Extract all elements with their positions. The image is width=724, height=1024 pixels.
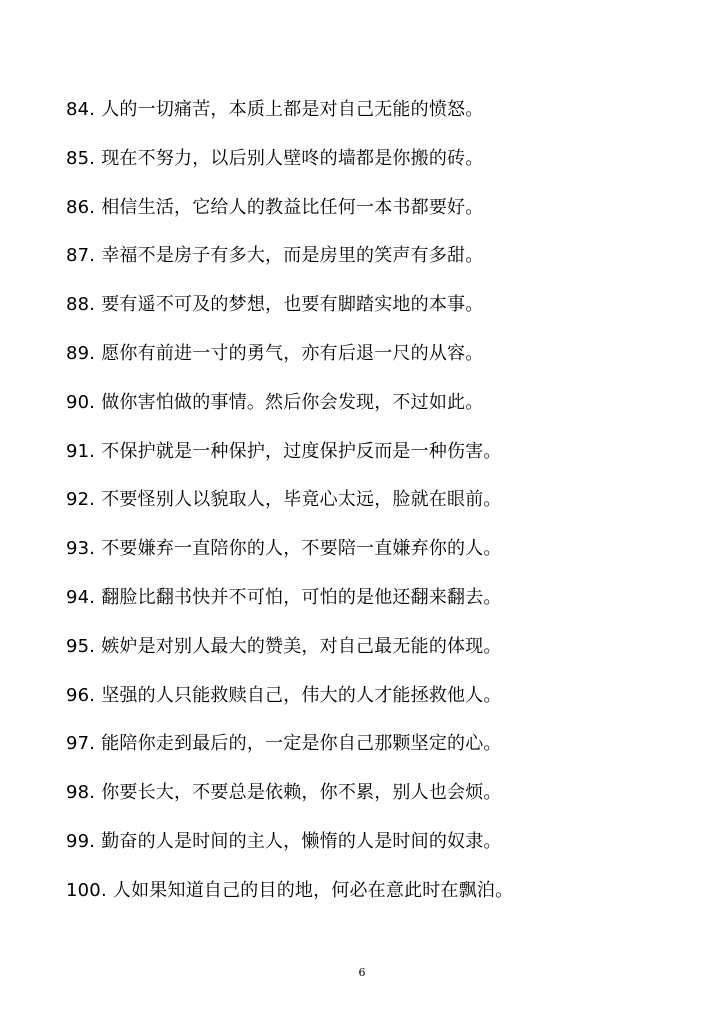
- quote-number: 99.: [66, 830, 96, 852]
- quote-item: [66, 531, 706, 580]
- quote-text: 人如果知道自己的目的地，何必在意此时在飘泊。: [112, 879, 514, 901]
- quote-number: 85.: [66, 147, 96, 169]
- quote-number: 98.: [66, 782, 96, 804]
- quote-item: [66, 190, 706, 239]
- quote-item: [66, 482, 706, 531]
- quote-item: [66, 336, 706, 385]
- quote-list: [66, 92, 706, 922]
- quote-text: 你要长大，不要总是依赖，你不累，别人也会烦。: [101, 782, 502, 804]
- quote-text: 愿你有前进一寸的勇气，亦有后退一尺的从容。: [101, 342, 484, 364]
- quote-item: [66, 287, 706, 336]
- quote-text: 幸福不是房子有多大，而是房里的笑声有多甜。: [101, 245, 484, 267]
- quote-item: [66, 629, 706, 678]
- quote-item: [66, 873, 706, 922]
- quote-number: 92.: [66, 489, 96, 511]
- quote-text: 能陪你走到最后的，一定是你自己那颗坚定的心。: [101, 733, 502, 755]
- quote-number: 96.: [66, 684, 96, 706]
- quote-number: 87.: [66, 245, 96, 267]
- quote-text: 不要嫌弃一直陪你的人，不要陪一直嫌弃你的人。: [101, 538, 502, 560]
- quote-text: 人的一切痛苦，本质上都是对自己无能的愤怒。: [101, 99, 484, 120]
- quote-item: [66, 824, 706, 873]
- quote-text: 相信生活，它给人的教益比任何一本书都要好。: [101, 196, 484, 218]
- quote-number: 97.: [66, 733, 96, 755]
- quote-number: 89.: [66, 342, 96, 364]
- quote-item: [66, 580, 706, 629]
- quote-number: 86.: [66, 196, 96, 218]
- quote-item: [66, 238, 706, 287]
- quote-number: 94.: [66, 586, 96, 608]
- quote-text: 现在不努力，以后别人壁咚的墙都是你搬的砖。: [101, 147, 484, 169]
- quote-text: 不保护就是一种保护，过度保护反而是一种伤害。: [101, 440, 502, 462]
- quote-text: 做你害怕做的事情。然后你会发现，不过如此。: [101, 391, 484, 413]
- quote-item: [66, 385, 706, 434]
- quote-number: 84.: [66, 99, 96, 120]
- quote-number: 90.: [66, 391, 96, 413]
- quote-item: [66, 141, 706, 190]
- quote-item: [66, 434, 706, 483]
- quote-text: 嫉妒是对别人最大的赞美，对自己最无能的体现。: [101, 635, 502, 657]
- quote-item: [66, 678, 706, 727]
- page-number: 6: [358, 966, 366, 979]
- quote-text: 勤奋的人是时间的主人，懒惰的人是时间的奴隶。: [101, 830, 502, 852]
- quote-text: 要有遥不可及的梦想，也要有脚踏实地的本事。: [101, 294, 484, 316]
- quote-number: 100.: [66, 879, 107, 901]
- quote-item: [66, 92, 706, 141]
- quote-item: [66, 775, 706, 824]
- quote-text: 坚强的人只能救赎自己，伟大的人才能拯救他人。: [101, 684, 502, 706]
- quote-text: 翻脸比翻书快并不可怕，可怕的是他还翻来翻去。: [101, 586, 502, 608]
- quote-number: 91.: [66, 440, 96, 462]
- quote-number: 95.: [66, 635, 96, 657]
- quote-item: [66, 726, 706, 775]
- quote-number: 88.: [66, 294, 96, 316]
- quote-text: 不要怪别人以貌取人，毕竟心太远，脸就在眼前。: [101, 489, 502, 511]
- quote-number: 93.: [66, 538, 96, 560]
